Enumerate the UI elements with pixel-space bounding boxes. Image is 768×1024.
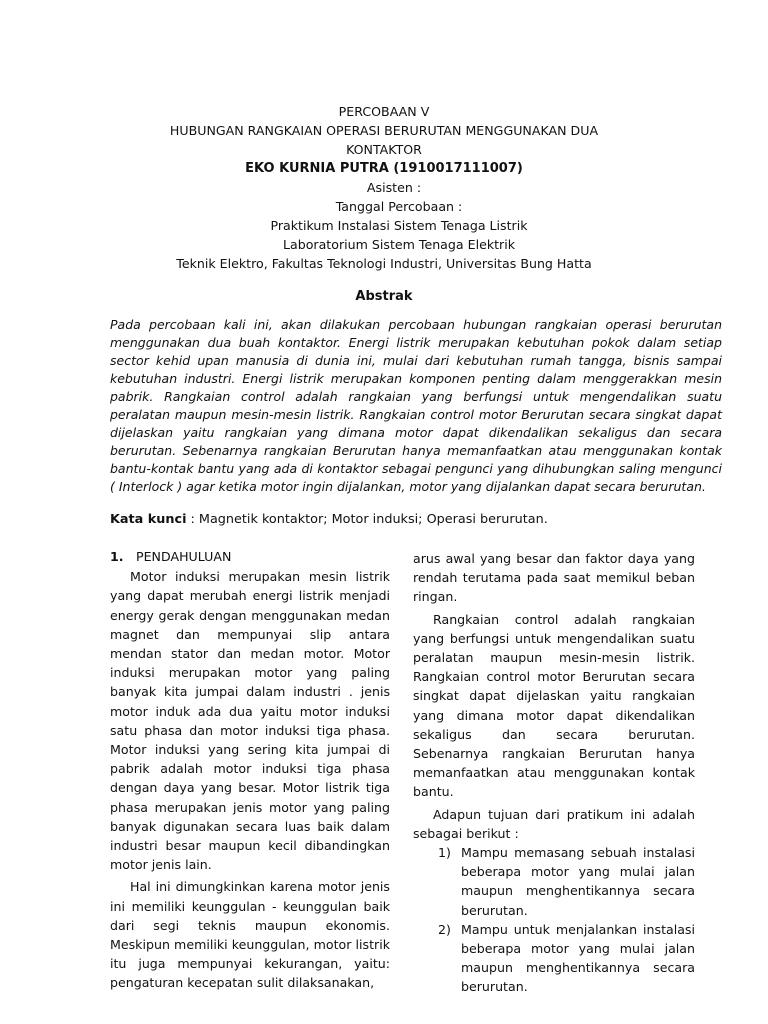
paper-title-line1: HUBUNGAN RANGKAIAN OPERASI BERURUTAN MENGGUNAKAN DUA <box>169 123 599 138</box>
section-heading <box>110 547 390 566</box>
left-column <box>110 547 390 993</box>
list-item-number: 2) <box>438 921 451 937</box>
paragraph: Hal ini dimungkinkan karena motor jenis ini memiliki keunggulan - keunggulan baik dari segi teknis maupun ekonomis. Meskipun memiliki keunggulan, motor listrik itu juga mempunyai kekurangan, yaitu: pengaturan kecepatan sulit dilaksanakan, <box>110 879 390 991</box>
keywords-label: Kata kunci <box>110 512 187 527</box>
abstract-body: Pada percobaan kali ini, akan dilakukan percobaan hubungan rangkaian operasi berurutan menggunakan dua buah kontaktor. Energi listrik merupakan kebutuhan pokok dalam setiap sector kehid upan manusia di dunia ini, mulai dari kebutuhan rumah tangga, bisnis sampai kebutuhan industri. Energi listrik merupakan komponen penting dalam menggerakkan mesin pabrik. Rangkaian control adalah rangkaian yang berfungsi untuk mengendalikan suatu peralatan maupun mesin-mesin listrik. Rangkaian control motor Berurutan secara singkat dapat dijelaskan yaitu rangkaian yang dimana motor dapat dikendalikan sekaligus dan secara berurutan. Sebenarnya rangkaian Berurutan hanya memanfaatkan atau menggunakan kontak bantu-kontak bantu yang ada di kontaktor sebagai pengunci yang dihubungkan saling mengunci ( Interlock ) agar ketika motor ingin dijalankan, motor yang dijalankan dapat secara berurutan. <box>110 317 722 494</box>
abstract-heading: Abstrak <box>355 289 413 304</box>
paragraph: Motor induksi merupakan mesin listrik yang dapat merubah energi listrik menjadi energy gerak dengan menggunakan medan magnet dan mempunyai slip antara mendan stator dan medan motor. Motor induksi merupakan motor yang paling banyak kita jumpai dalam industri . jenis motor induk ada dua yaitu motor induksi satu phasa dan motor induksi tiga phasa. Motor induksi yang sering kita jumpai di pabrik adalah motor induksi tiga phasa dengan daya yang besar. Motor listrik tiga phasa merupakan jenis motor yang paling banyak digunakan secara luas baik dalam industri besar maupun kecil dibandingkan motor jenis lain. <box>110 569 390 873</box>
experiment-number: PERCOBAAN V <box>338 104 430 119</box>
list-item <box>413 920 695 997</box>
affiliation: Teknik Elektro, Fakultas Teknologi Industri, Universitas Bung Hatta <box>176 256 592 271</box>
author-name: EKO KURNIA PUTRA (1910017111007) <box>245 161 523 176</box>
list-item-number: 1) <box>438 845 451 861</box>
list-item-text: Mampu memasang sebuah instalasi beberapa motor yang mulai jalan maupun menghentikannya secara berurutan. <box>461 845 695 918</box>
paper-header <box>0 102 768 273</box>
assistant-line: Asisten : <box>366 180 422 195</box>
paragraph: Adapun tujuan dari pratikum ini adalah sebagai berikut : <box>413 806 695 841</box>
goals-list <box>413 843 695 997</box>
paragraph: Rangkaian control adalah rangkaian yang berfungsi untuk mengendalikan suatu peralatan maupun mesin-mesin listrik. Rangkaian control motor Berurutan secara singkat dapat dijelaskan yaitu rangkaian yang dimana motor dapat dikendalikan sekaligus dan secara berurutan. Sebenarnya rangkaian Berurutan hanya memanfaatkan atau menggunakan kontak bantu. <box>413 611 695 800</box>
section-title: PENDAHULUAN <box>136 549 232 564</box>
course-name: Praktikum Instalasi Sistem Tenaga Listrik <box>270 218 528 233</box>
list-item <box>413 843 695 920</box>
right-column <box>413 549 695 997</box>
list-item-text: Mampu untuk menjalankan instalasi beberapa motor yang mulai jalan maupun menghentikannya secara berurutan. <box>461 921 695 995</box>
paper-title-line2: KONTAKTOR <box>346 142 422 157</box>
section-number: 1. <box>110 549 124 564</box>
paragraph: arus awal yang besar dan faktor daya yang rendah terutama pada saat memikul beban ringan. <box>413 551 695 605</box>
lab-name: Laboratorium Sistem Tenaga Elektrik <box>282 237 516 252</box>
experiment-date-line: Tanggal Percobaan : <box>335 199 463 214</box>
keywords-text: : Magnetik kontaktor; Motor induksi; Operasi berurutan. <box>186 512 548 527</box>
keywords <box>110 512 722 527</box>
